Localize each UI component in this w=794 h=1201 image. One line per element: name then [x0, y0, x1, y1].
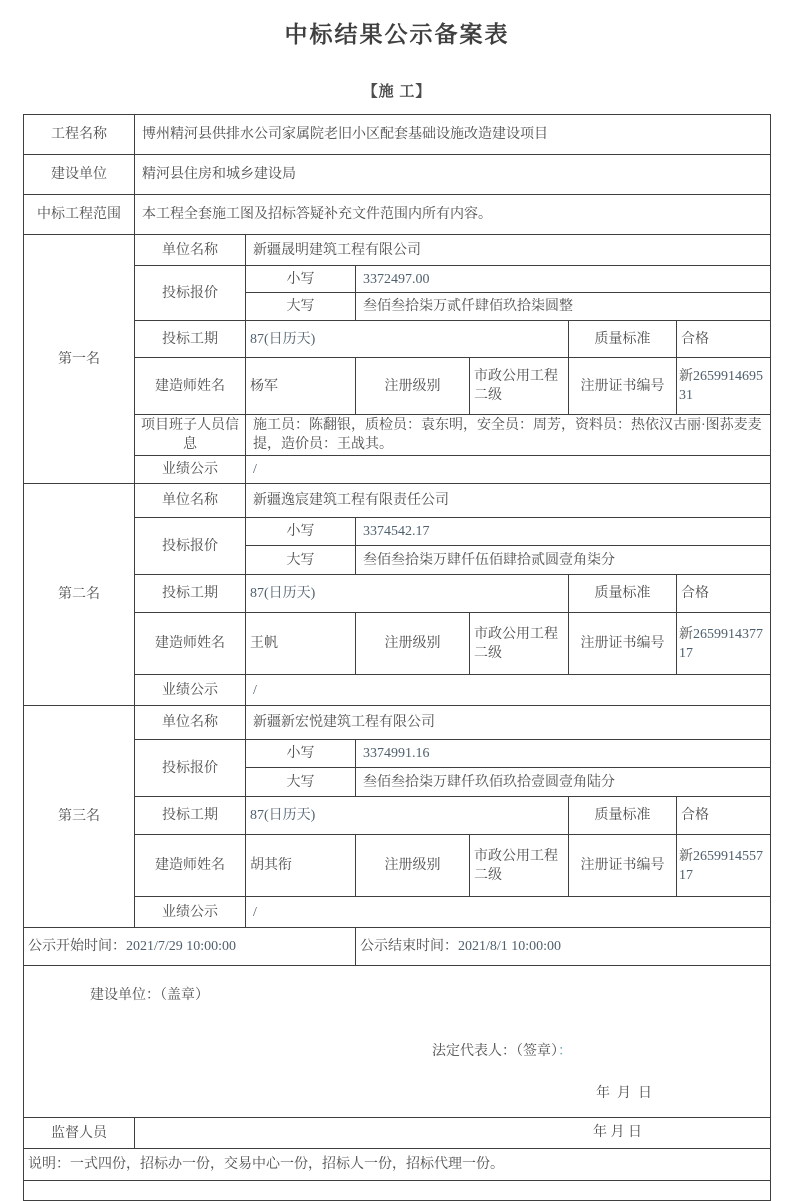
rank-3-price-upper: 叁佰叁拾柒万肆仟玖佰玖拾壹圆壹角陆分 [356, 768, 771, 797]
rank-1-unit-name: 新疆晟明建筑工程有限公司 [246, 235, 771, 266]
rank-2-duration: 87(日历天) [246, 575, 569, 613]
cert-no-label: 注册证书编号 [569, 835, 677, 897]
unit-name-label: 单位名称 [135, 706, 246, 740]
publicity-end-label: 公示结束时间： [360, 939, 458, 954]
quality-standard-label: 质量标准 [569, 321, 677, 358]
signature-legal-text: 法定代表人：（签章） [432, 1044, 558, 1059]
rank-2-price-upper: 叁佰叁拾柒万肆仟伍佰肆拾贰圆壹角柒分 [356, 546, 771, 575]
rank-1-builder-name: 杨军 [246, 358, 356, 415]
rank-3-cert-no [677, 835, 771, 897]
uppercase-label: 大写 [246, 546, 356, 575]
reg-level-label: 注册级别 [356, 613, 470, 675]
rank-3-cell: 第三名 [24, 706, 135, 928]
builder-name-label: 建造师姓名 [135, 835, 246, 897]
project-name-value: 博州精河县供排水公司家属院老旧小区配套基础设施改造建设项目 [135, 115, 771, 155]
owner-unit-label: 建设单位 [24, 155, 135, 195]
unit-name-label: 单位名称 [135, 235, 246, 266]
quality-standard-label: 质量标准 [569, 797, 677, 835]
cert-no-label: 注册证书编号 [569, 358, 677, 415]
rank-1-price-upper: 叁佰叁拾柒万贰仟肆佰玖拾柒圆整 [356, 293, 771, 321]
rank-3-price-lower: 3374991.16 [356, 740, 771, 768]
uppercase-label: 大写 [246, 768, 356, 797]
rank-3-duration: 87(日历天) [246, 797, 569, 835]
rank-2-cert-prefix: 新 [679, 626, 693, 642]
publicity-end-cell [356, 928, 771, 966]
signature-legal-colon: ： [558, 1044, 572, 1059]
rank-1-performance: / [246, 456, 771, 484]
rank-2-quality: 合格 [677, 575, 771, 613]
rank-1-reg-level: 市政公用工程二级 [470, 358, 569, 415]
scope-value: 本工程全套施工图及招标答疑补充文件范围内所有内容。 [135, 195, 771, 235]
duration-label: 投标工期 [135, 575, 246, 613]
bid-price-label: 投标报价 [135, 266, 246, 321]
reg-level-label: 注册级别 [356, 835, 470, 897]
rank-3-performance: / [246, 897, 771, 928]
rank-1-cell: 第一名 [24, 235, 135, 484]
rank-1-cert-prefix: 新 [679, 369, 693, 384]
unit-name-label: 单位名称 [135, 484, 246, 518]
publicity-end-value: 2021/8/1 10:00:00 [458, 939, 562, 954]
duration-label: 投标工期 [135, 797, 246, 835]
publicity-start-value: 2021/7/29 10:00:00 [126, 939, 237, 954]
form-title: 中标结果公示备案表 [284, 22, 510, 47]
uppercase-label: 大写 [246, 293, 356, 321]
rank-2-reg-level: 市政公用工程二级 [470, 613, 569, 675]
supervisor-label: 监督人员 [24, 1118, 135, 1149]
rank-3-unit-name: 新疆新宏悦建筑工程有限公司 [246, 706, 771, 740]
supervisor-cell [135, 1118, 771, 1149]
empty-partial-row [24, 1181, 771, 1201]
supervisor-date-placeholder: 年 月 日 [593, 1125, 642, 1140]
rank-2-cert-number: 265991437717 [679, 626, 763, 661]
project-name-label: 工程名称 [24, 115, 135, 155]
rank-3-quality: 合格 [677, 797, 771, 835]
lowercase-label: 小写 [246, 518, 356, 546]
rank-2-builder-name: 王帆 [246, 613, 356, 675]
lowercase-label: 小写 [246, 740, 356, 768]
bid-price-label: 投标报价 [135, 740, 246, 797]
rank-1-cert-no [677, 358, 771, 415]
performance-label: 业绩公示 [135, 897, 246, 928]
rank-2-cert-no [677, 613, 771, 675]
owner-unit-value: 精河县住房和城乡建设局 [135, 155, 771, 195]
builder-name-label: 建造师姓名 [135, 358, 246, 415]
signature-legal-representative [432, 1042, 572, 1061]
rank-1-quality: 合格 [677, 321, 771, 358]
form-subtitle: 【施 工】 [362, 84, 432, 100]
rank-1-price-lower: 3372497.00 [356, 266, 771, 293]
rank-2-performance: / [246, 675, 771, 706]
duration-label: 投标工期 [135, 321, 246, 358]
rank-2-cell: 第二名 [24, 484, 135, 706]
bid-result-table [23, 114, 771, 1201]
rank-3-builder-name: 胡其衔 [246, 835, 356, 897]
rank-2-price-lower: 3374542.17 [356, 518, 771, 546]
cert-no-label: 注册证书编号 [569, 613, 677, 675]
signature-block [24, 966, 771, 1118]
performance-label: 业绩公示 [135, 456, 246, 484]
builder-name-label: 建造师姓名 [135, 613, 246, 675]
signature-owner-seal: 建设单位：（盖章） [90, 988, 209, 1003]
signature-date-placeholder: 年 月 日 [596, 1086, 652, 1101]
rank-3-cert-prefix: 新 [679, 848, 693, 864]
performance-label: 业绩公示 [135, 675, 246, 706]
reg-level-label: 注册级别 [356, 358, 470, 415]
note-row: 说明：一式四份，招标办一份，交易中心一份，招标人一份，招标代理一份。 [24, 1149, 771, 1181]
scope-label: 中标工程范围 [24, 195, 135, 235]
rank-3-cert-number: 265991455717 [679, 848, 763, 883]
rank-2-unit-name: 新疆逸宸建筑工程有限责任公司 [246, 484, 771, 518]
rank-1-duration: 87(日历天) [246, 321, 569, 358]
rank-1-cert-number: 265991469531 [679, 369, 763, 403]
rank-3-reg-level: 市政公用工程二级 [470, 835, 569, 897]
publicity-start-label: 公示开始时间： [28, 939, 126, 954]
quality-standard-label: 质量标准 [569, 575, 677, 613]
bid-price-label: 投标报价 [135, 518, 246, 575]
publicity-start-cell [24, 928, 356, 966]
rank-1-team-info: 施工员：陈翻银，质检员：袁东明，安全员：周芳，资料员：热依汉古丽·图荪麦麦提，造价员：王战其。 [246, 415, 771, 456]
lowercase-label: 小写 [246, 266, 356, 293]
team-info-label: 项目班子人员信息 [135, 415, 246, 456]
